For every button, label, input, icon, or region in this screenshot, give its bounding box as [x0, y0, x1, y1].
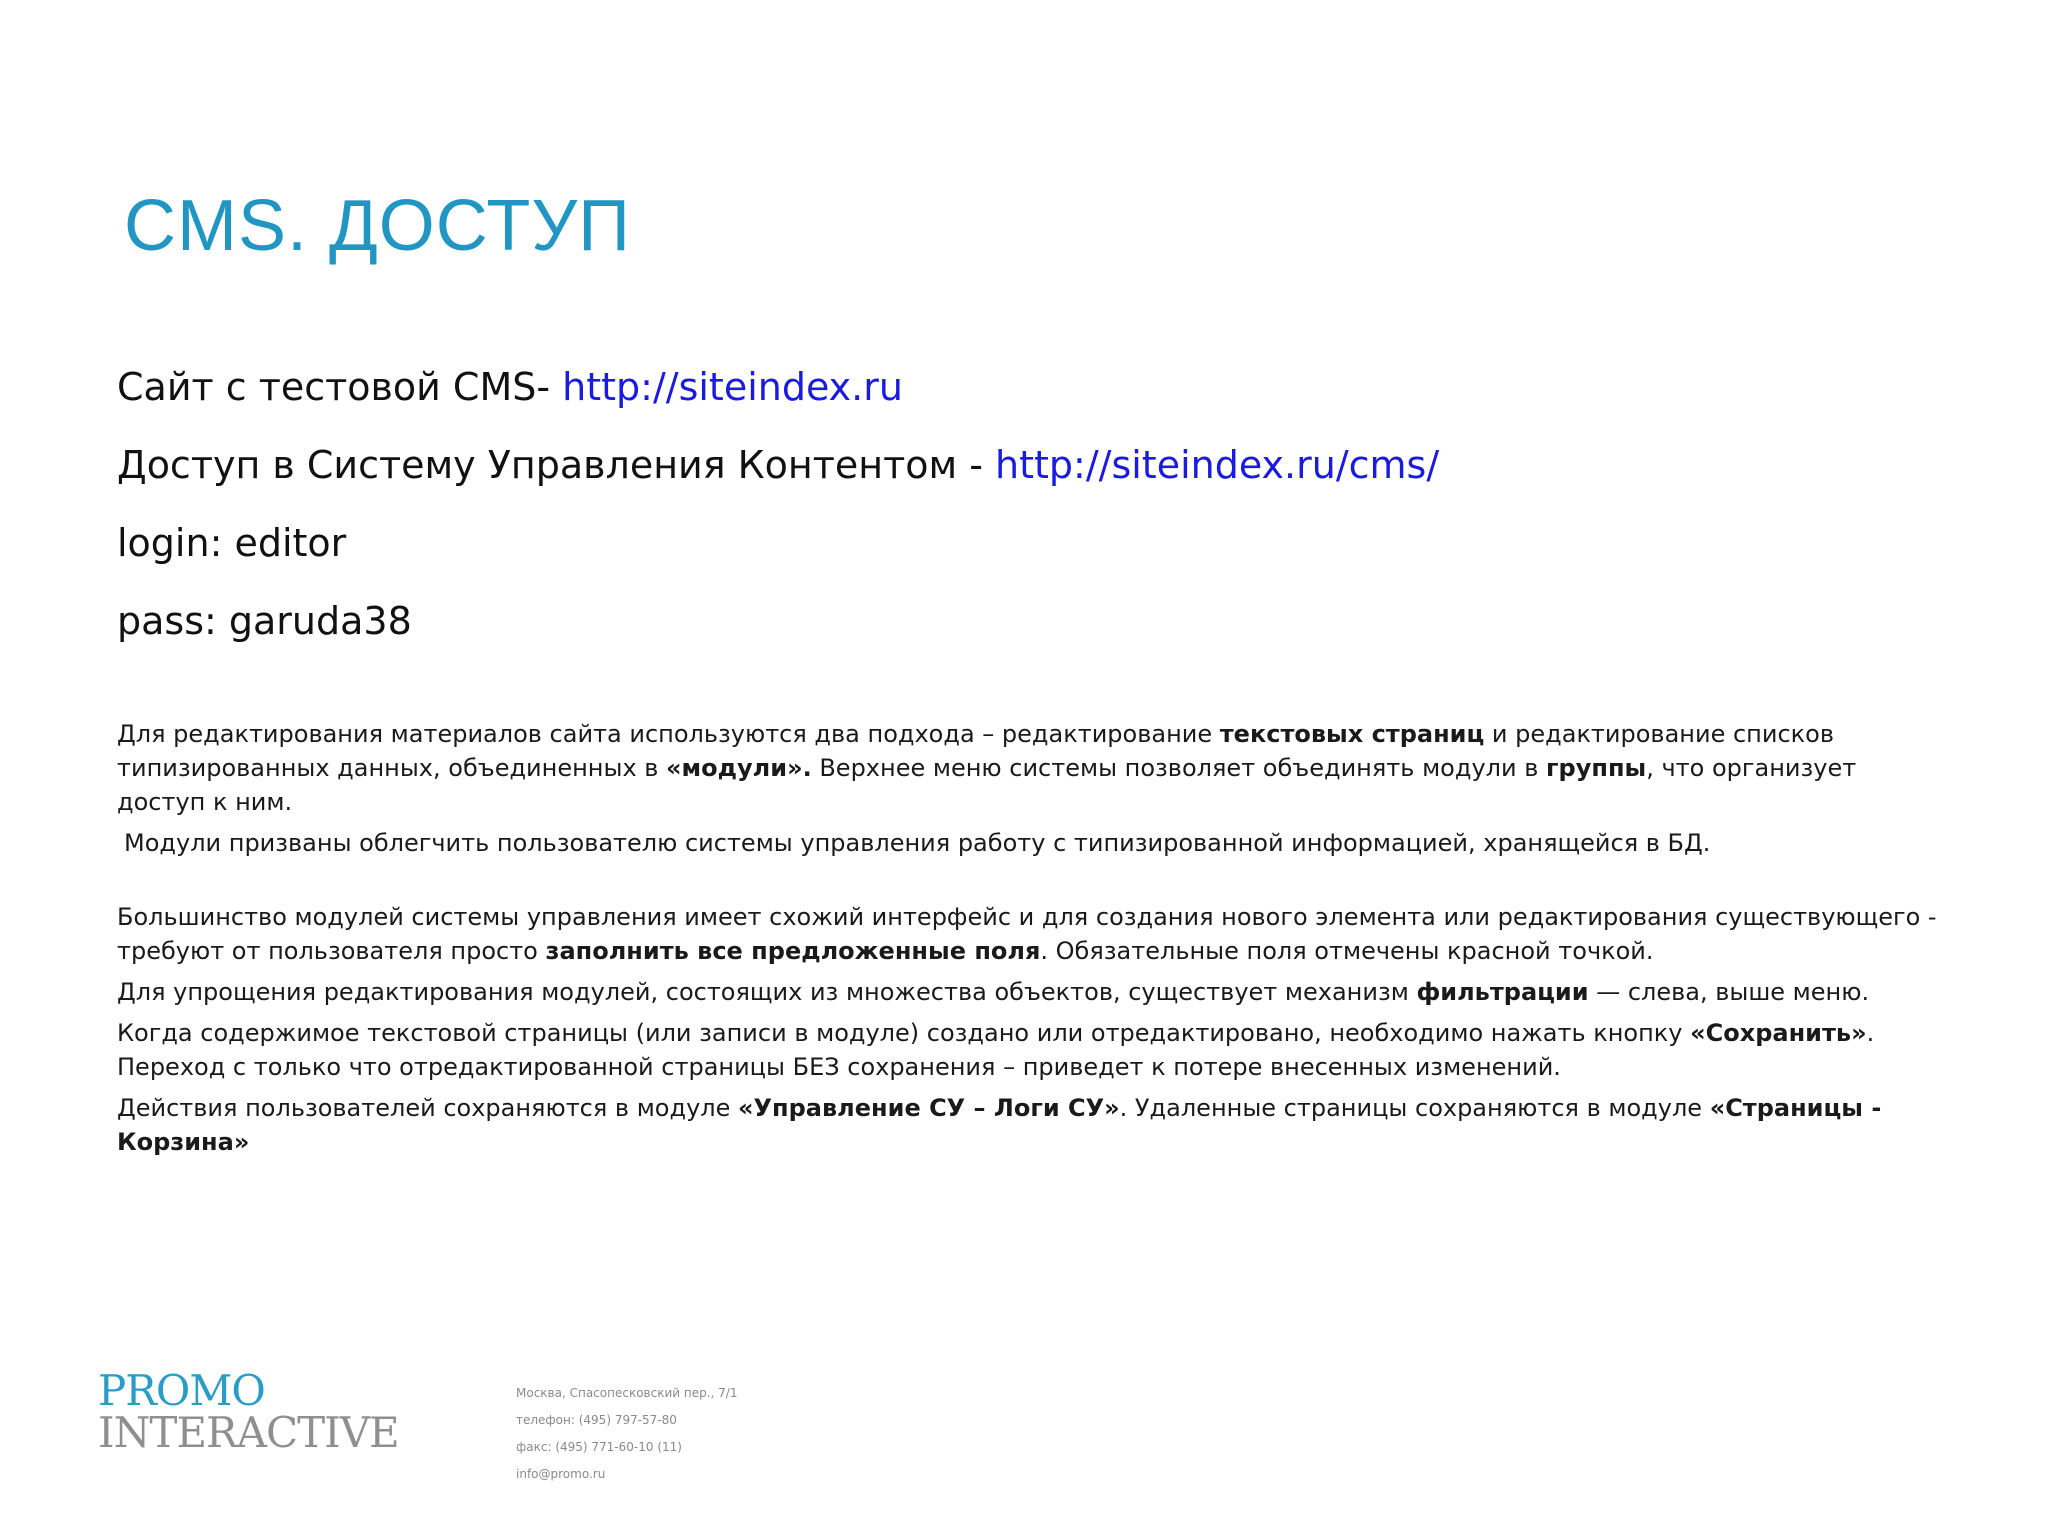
paragraph-logs [117, 1091, 1947, 1159]
phone: телефон: (495) 797-57-80 [516, 1413, 677, 1427]
paragraph-saving [117, 1016, 1947, 1084]
bold-segment: заполнить все предложенные поля [545, 937, 1041, 965]
bold-segment: «модули». [666, 754, 812, 782]
bold-segment: «Управление СУ – Логи СУ» [738, 1094, 1120, 1122]
paragraph-filtering [117, 975, 1947, 1009]
text-segment: Для упрощения редактирования модулей, состоящих из множества объектов, существует механизм [117, 978, 1417, 1006]
fax: факс: (495) 771-60-10 (11) [516, 1440, 682, 1454]
bold-segment: фильтрации [1416, 978, 1589, 1006]
text-segment: Большинство модулей системы управления имеет схожий интерфейс и для создания нового элемента или редактирования существующего - требуют от пользователя просто [117, 903, 1937, 965]
bold-segment: «Сохранить» [1690, 1019, 1867, 1047]
site-label: Сайт с тестовой CMS- [117, 365, 563, 409]
text-segment: Верхнее меню системы позволяет объединять модули в [811, 754, 1546, 782]
text-segment: , что организует доступ к ним. [117, 754, 1857, 816]
bold-segment: текстовых страниц [1219, 720, 1485, 748]
logo-promo: PROMO [98, 1366, 265, 1415]
cms-line [117, 426, 1439, 504]
cms-link[interactable]: http://siteindex.ru/cms/ [995, 443, 1440, 487]
bold-segment: «Страницы - Корзина» [117, 1094, 1882, 1156]
text-segment: Для редактирования материалов сайта используются два подхода – редактирование [117, 720, 1220, 748]
text-segment: Когда содержимое текстовой страницы (или записи в модуле) создано или отредактировано, необходимо нажать кнопку [117, 1019, 1691, 1047]
pass-line: pass: garuda38 [117, 599, 412, 643]
text-segment: Действия пользователей сохраняются в модуле [117, 1094, 739, 1122]
access-info [117, 348, 1439, 660]
logo-interactive: INTERACTIVE [98, 1408, 399, 1457]
site-link[interactable]: http://siteindex.ru [562, 365, 903, 409]
description [117, 717, 1947, 1166]
text-segment: . Обязательные поля отмечены красной точкой. [1040, 937, 1654, 965]
text-segment: . Удаленные страницы сохраняются в модуле [1119, 1094, 1710, 1122]
slide-title: CMS. ДОСТУП [124, 186, 631, 266]
paragraph-interface [117, 900, 1947, 968]
text-segment: . Переход с только что отредактированной страницы БЕЗ сохранения – приведет к потере внесенных изменений. [117, 1019, 1875, 1081]
contact-info [516, 1380, 737, 1488]
text-segment: и редактирование списков типизированных данных, объединенных в [117, 720, 1834, 782]
login-line: login: editor [117, 521, 347, 565]
bold-segment: группы [1546, 754, 1647, 782]
site-line [117, 348, 1439, 426]
company-logo [98, 1366, 399, 1457]
text-segment: — слева, выше меню. [1588, 978, 1870, 1006]
paragraph-approaches [117, 717, 1947, 819]
paragraph-modules: Модули призваны облегчить пользователю системы управления работу с типизированной информацией, хранящейся в БД. [124, 829, 1711, 857]
email: info@promo.ru [516, 1467, 606, 1481]
cms-label: Доступ в Систему Управления Контентом - [117, 443, 996, 487]
address: Москва, Спасопесковский пер., 7/1 [516, 1386, 738, 1400]
